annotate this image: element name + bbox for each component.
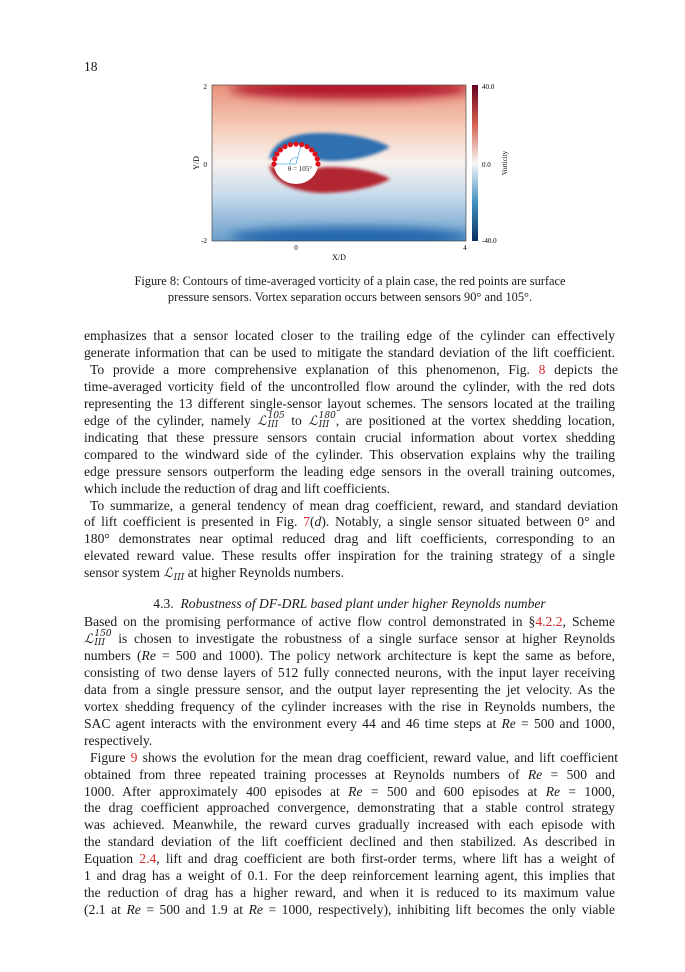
text-segment: ). Notably, a single sensor situated between 0° and <box>321 514 615 530</box>
sensor-point <box>288 142 293 147</box>
colorbar-label: Vorticity <box>501 150 509 176</box>
text-segment: To summarize, a general tendency of mean drag coefficient, reward, and standard deviation <box>90 497 618 513</box>
math-superscript: 180 <box>318 411 336 422</box>
text-line <box>84 647 615 664</box>
sensor-point <box>274 151 279 156</box>
text-segment: the standard deviation of the lift coefficient declined and then stabilized. As described in <box>84 834 615 850</box>
text-line <box>84 816 615 833</box>
text-line <box>87 749 618 766</box>
sensor-point <box>282 144 287 149</box>
sensor-point <box>315 161 320 166</box>
caption-line: pressure sensors. Vortex separation occurs between sensors 90° and 105°. <box>167 290 533 304</box>
cross-reference-link[interactable]: 8 <box>538 361 546 377</box>
text-line <box>84 327 615 344</box>
text-segment: 180° demonstrates near optimal reduced drag and lift coefficients, corresponding to an <box>84 531 615 547</box>
sensor-point <box>312 151 317 156</box>
math-superscript: 105 <box>267 411 285 422</box>
text-segment: at higher Reynolds numbers. <box>184 565 345 581</box>
text-segment: SAC agent interacts with the environment every 44 and 46 time steps at <box>84 715 502 731</box>
text-segment: indicating that these pressure sensors contain crucial information about vortex shedding <box>84 429 615 445</box>
text-segment: data from a single pressure sensor, and the output layer representing the jet velocity. As the <box>84 681 615 697</box>
text-segment: = 500 and 600 episodes at <box>362 783 546 799</box>
cross-reference-link[interactable]: 9 <box>130 749 138 765</box>
text-line <box>84 732 615 749</box>
sensor-point <box>293 141 298 146</box>
text-line <box>84 630 615 649</box>
text-segment: Equation <box>84 851 140 867</box>
math-base: ℒ <box>84 631 94 647</box>
text-segment: the drag coefficient approached convergence, demonstrating that a stable control strategy <box>84 800 615 816</box>
x-tick: 0 <box>294 244 298 252</box>
y-tick: 0 <box>203 161 207 169</box>
text-line <box>84 395 615 412</box>
colorbar-tick: 0.0 <box>482 161 491 169</box>
text-segment: ( <box>310 514 315 530</box>
math-symbol <box>308 411 336 431</box>
x-axis-label: X/D <box>332 253 346 262</box>
italic-text: Re <box>545 783 561 799</box>
text-line <box>84 513 615 530</box>
vorticity-contour <box>212 79 470 247</box>
text-segment: (2.1 at <box>84 902 127 918</box>
math-subscript: III <box>267 420 279 431</box>
text-segment: = 1000, <box>560 783 615 799</box>
text-line <box>84 766 615 783</box>
text-line <box>84 715 615 732</box>
text-line <box>87 361 618 378</box>
sensor-point <box>271 161 276 166</box>
text-segment: elevated reward value. These results offer inspiration for the training strategy of a single <box>84 548 615 564</box>
colorbar-tick: -40.0 <box>482 237 497 245</box>
angle-label: θ = 105° <box>287 165 313 173</box>
sensor-point <box>278 147 283 152</box>
math-subscript: III <box>318 420 330 431</box>
text-line <box>84 480 615 497</box>
text-line <box>84 664 615 681</box>
text-segment: consisting of two dense layers of 512 fully connected neurons, with the input layer receiving <box>84 664 615 680</box>
text-line <box>84 344 615 361</box>
italic-text: Re <box>348 783 363 799</box>
text-line <box>84 850 615 867</box>
text-segment: To provide a more comprehensive explanation of this phenomenon, Fig. <box>90 361 539 377</box>
text-segment: sensor system <box>84 565 164 581</box>
text-segment: edge pressure sensors outperform the leading edge sensors in the overall training outcomes, <box>84 463 615 479</box>
text-segment: depicts the <box>545 361 618 377</box>
y-tick: 2 <box>203 83 207 91</box>
figure-caption <box>100 273 600 305</box>
text-segment: generate information that can be used to mitigate the standard deviation of the lift coefficient. <box>84 344 615 360</box>
text-segment: representing the 13 different single-sensor layout schemes. The sensors located at the trailing <box>84 395 615 411</box>
text-segment: = 500 and <box>542 766 615 782</box>
y-tick: -2 <box>201 237 207 245</box>
cross-reference-link[interactable]: 7 <box>303 514 311 530</box>
text-segment: , are positioned at the vortex shedding location, <box>335 412 615 428</box>
text-segment: of lift coefficient is presented in Fig. <box>84 514 304 530</box>
text-segment: to <box>284 412 309 428</box>
page-number: 18 <box>84 59 98 74</box>
text-line <box>84 867 615 884</box>
math-symbol <box>163 566 184 581</box>
italic-text: d <box>314 514 322 530</box>
text-line <box>84 412 615 431</box>
italic-text: Re <box>501 715 516 731</box>
text-line <box>84 613 615 630</box>
text-segment: numbers ( <box>84 647 142 663</box>
text-segment: = 500 and 1000, <box>515 715 615 731</box>
text-segment: Figure <box>90 749 131 765</box>
text-segment: edge of the cylinder, namely <box>84 412 258 428</box>
text-segment: time-averaged vorticity field of the uncontrolled flow around the cylinder, with the red dots <box>84 378 615 394</box>
text-segment: respectively. <box>84 732 153 748</box>
text-segment: 1000. After approximately 400 episodes at <box>84 783 349 799</box>
text-segment: 1 and drag has a weight of 0.1. For the deep reinforcement learning agent, this implies that <box>84 868 615 884</box>
y-axis-label: Y/D <box>192 156 201 170</box>
sensor-point <box>309 147 314 152</box>
text-line <box>84 463 615 480</box>
math-superscript: 150 <box>94 629 112 640</box>
sensor-point <box>315 156 320 161</box>
text-line <box>84 564 615 583</box>
text-line <box>87 497 618 514</box>
text-segment: vortex shedding frequency of the cylinder increases with the rise in Reynolds numbers, the <box>84 698 615 714</box>
math-base: ℒ <box>257 413 267 429</box>
cross-reference-link[interactable]: 4.2.2 <box>535 614 563 629</box>
text-segment: the reduction of drag has a higher reward, and when it is reduced to its maximum value <box>84 885 615 901</box>
text-segment: emphasizes that a sensor located closer to the trailing edge of the cylinder can effectively <box>84 328 615 343</box>
text-line <box>84 547 615 564</box>
math-subscript: III <box>94 638 106 649</box>
section-number: 4.3. <box>153 596 174 611</box>
text-line <box>84 901 615 918</box>
text-line <box>84 833 615 850</box>
math-subscript: III <box>173 572 185 583</box>
caption-line: Figure 8: Contours of time-averaged vorticity of a plain case, the red points are surface <box>134 274 566 288</box>
math-symbol <box>257 411 285 431</box>
text-line <box>84 681 615 698</box>
sensor-point <box>304 144 309 149</box>
text-segment: = 500 and 1000). The policy network architecture is kept the same as before, <box>155 647 615 663</box>
italic-text: Re <box>248 902 263 918</box>
italic-text: Re <box>527 766 543 782</box>
vorticity-figure <box>180 75 520 265</box>
cross-reference-link[interactable]: 2.4 <box>139 851 157 867</box>
text-line <box>84 799 615 816</box>
text-segment: is chosen to investigate the robustness of a single surface sensor at higher Reynolds <box>111 630 615 646</box>
text-line <box>84 698 615 715</box>
italic-text: Re <box>126 902 141 918</box>
section-heading <box>84 596 615 612</box>
text-segment: , Scheme <box>562 614 615 629</box>
sensor-point <box>299 142 304 147</box>
text-line <box>84 530 615 547</box>
sensor-point <box>272 156 277 161</box>
math-symbol <box>84 629 112 649</box>
text-segment: = 500 and 1.9 at <box>140 902 249 918</box>
colorbar-tick: 40.0 <box>482 83 495 91</box>
text-segment: = 1000, respectively), inhibiting lift becomes the only viable <box>262 902 615 918</box>
text-segment: Based on the promising performance of active flow control demonstrated in § <box>84 614 536 629</box>
text-segment: which include the reduction of drag and lift coefficients. <box>84 480 390 496</box>
math-base: ℒ <box>163 566 173 582</box>
colorbar <box>472 85 478 241</box>
text-segment: , lift and drag coefficient are both first-order terms, where lift has a weight of <box>156 851 615 867</box>
x-tick: 4 <box>463 244 467 252</box>
italic-text: Re <box>141 647 156 663</box>
text-segment: shows the evolution for the mean drag coefficient, reward value, and lift coefficient <box>137 749 618 765</box>
text-line <box>84 378 615 395</box>
section-title: Robustness of DF-DRL based plant under higher Reynolds number <box>180 596 546 611</box>
math-base: ℒ <box>308 413 318 429</box>
text-line <box>84 446 615 463</box>
text-segment: was achieved. Meanwhile, the reward curves gradually increased with each episode with <box>84 817 615 833</box>
text-line <box>84 884 615 901</box>
text-segment: obtained from three repeated training processes at Reynolds numbers of <box>84 766 528 782</box>
text-segment: compared to the windward side of the cylinder. This observation explains why the trailing <box>84 446 615 462</box>
text-line <box>84 429 615 446</box>
text-line <box>84 783 615 800</box>
